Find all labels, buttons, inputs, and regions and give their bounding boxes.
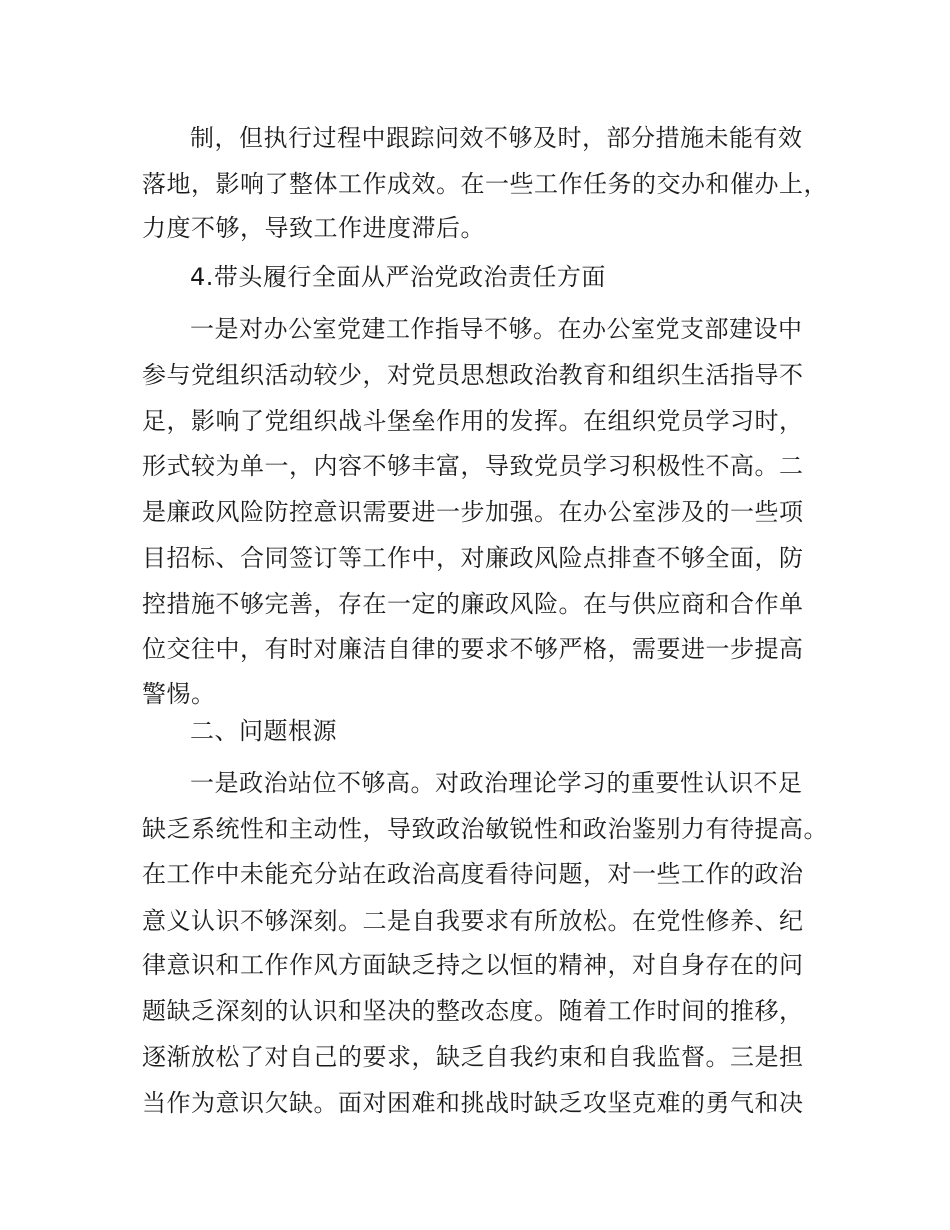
text-line: 意义认识不够深刻。二是自我要求有所放松。在党性修养、纪 [142,907,804,935]
text-line: 缺乏系统性和主动性，导致政治敏锐性和政治鉴别力有待提高。 [142,815,828,843]
text-line: 律意识和工作作风方面缺乏持之以恒的精神，对自身存在的问 [142,951,804,979]
section-heading: 4.带头履行全面从严治党政治责任方面 [190,263,606,291]
text-line: 一是对办公室党建工作指导不够。在办公室党支部建设中 [190,315,803,343]
section-heading: 二、问题根源 [190,717,337,745]
text-line: 力度不够，导致工作进度滞后。 [142,214,485,242]
text-line: 形式较为单一，内容不够丰富，导致党员学习积极性不高。二 [142,452,804,480]
text-line: 逐渐放松了对自己的要求，缺乏自我约束和自我监督。三是担 [142,1043,804,1071]
text-line: 参与党组织活动较少，对党员思想政治教育和组织生活指导不 [142,361,804,389]
text-line: 题缺乏深刻的认识和坚决的整改态度。随着工作时间的推移， [142,997,804,1025]
text-line: 一是政治站位不够高。对政治理论学习的重要性认识不足 [190,769,803,797]
text-line: 当作为意识欠缺。面对困难和挑战时缺乏攻坚克难的勇气和决 [142,1089,804,1117]
text-line: 是廉政风险防控意识需要进一步加强。在办公室涉及的一些项 [142,498,804,526]
text-line: 位交往中，有时对廉洁自律的要求不够严格，需要进一步提高 [142,635,804,663]
text-line: 在工作中未能充分站在政治高度看待问题，对一些工作的政治 [142,860,804,888]
text-line: 制，但执行过程中跟踪问效不够及时，部分措施未能有效 [190,124,803,152]
text-line: 控措施不够完善，存在一定的廉政风险。在与供应商和合作单 [142,590,804,618]
text-line: 警惕。 [142,680,216,708]
text-line: 足，影响了党组织战斗堡垒作用的发挥。在组织党员学习时， [142,407,804,435]
text-line: 落地，影响了整体工作成效。在一些工作任务的交办和催办上， [142,170,828,198]
text-line: 目招标、合同签订等工作中，对廉政风险点排查不够全面，防 [142,544,804,572]
